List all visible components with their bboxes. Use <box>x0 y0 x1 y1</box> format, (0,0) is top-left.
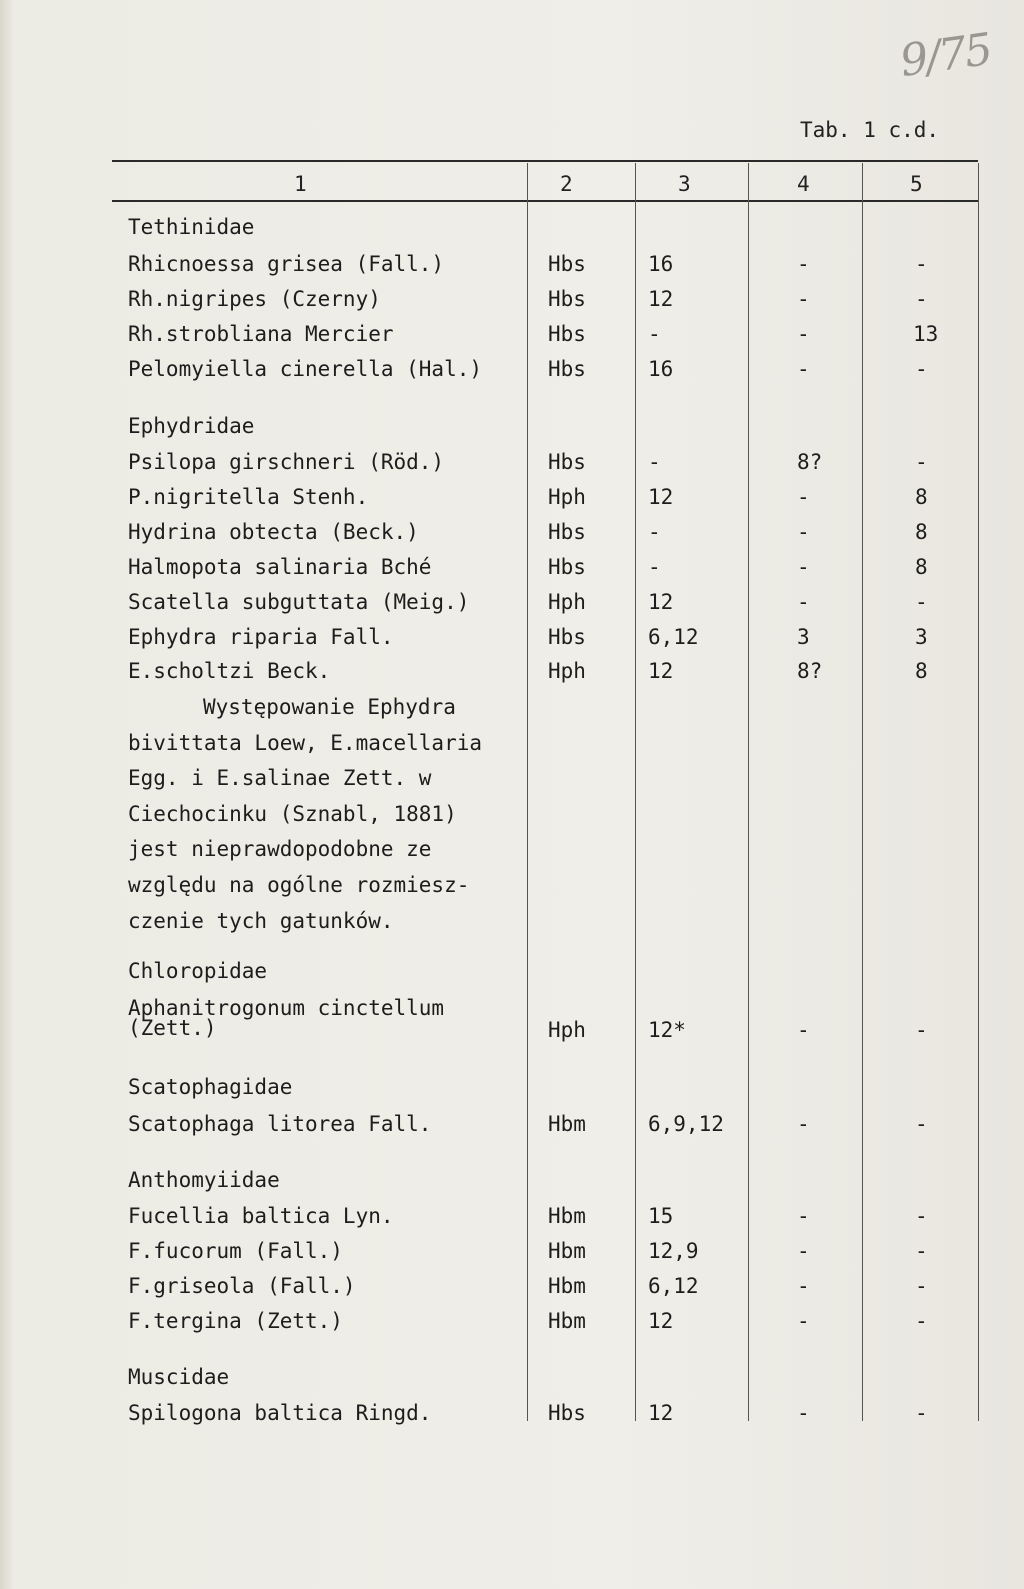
family-row: Muscidae <box>128 1365 230 1389</box>
footnote-paragraph <box>128 690 548 939</box>
note-line: Występowanie Ephydra <box>203 695 456 719</box>
table-reference: Tab. 1 c.d. <box>800 118 940 142</box>
column-header-4: 4 <box>797 172 810 196</box>
table-row: F.griseola (Fall.) Hbm 6,12 - - <box>128 1274 928 1298</box>
table-row: Rh.strobliana Mercier Hbs - - 13 <box>128 322 939 346</box>
handwritten-annotation: 9/75 <box>896 23 994 88</box>
column-header-1: 1 <box>294 172 307 196</box>
table-row: Pelomyiella cinerella (Hal.) Hbs 16 - - <box>128 357 928 381</box>
table-row: F.tergina (Zett.) Hbm 12 - - <box>128 1309 928 1333</box>
table-row: Scatophaga litorea Fall. Hbm 6,9,12 - - <box>128 1112 928 1136</box>
table-row: Rh.nigripes (Czerny) Hbs 12 - - <box>128 287 928 311</box>
family-row: Tethinidae <box>128 215 255 239</box>
column-header-3: 3 <box>678 172 691 196</box>
note-line: Egg. i E.salinae Zett. w <box>128 766 432 791</box>
table-row: Scatella subguttata (Meig.) Hph 12 - - <box>128 590 928 614</box>
table-row: F.fucorum (Fall.) Hbm 12,9 - - <box>128 1239 928 1263</box>
table-header-rule <box>112 200 978 202</box>
table-row: E.scholtzi Beck. Hph 12 8? 8 <box>128 659 928 683</box>
table-row: Spilogona baltica Ringd. Hbs 12 - - <box>128 1401 928 1425</box>
note-line: względu na ogólne rozmiesz- <box>128 872 470 897</box>
table-row: P.nigritella Stenh. Hph 12 - 8 <box>128 485 928 509</box>
column-header-2: 2 <box>560 172 573 196</box>
table-top-rule <box>112 160 978 162</box>
note-line: bivittata Loew, E.macellaria <box>128 730 483 755</box>
note-line: jest nieprawdopodobne ze <box>128 837 432 862</box>
table-row: Aphanitrogonum cinctellum (Zett.) Hph 12* - - <box>128 996 928 1042</box>
note-line: Ciechocinku (Sznabl, 1881) <box>128 801 457 826</box>
column-header-5: 5 <box>910 172 923 196</box>
table-row: Rhicnoessa grisea (Fall.) Hbs 16 - - <box>128 252 928 276</box>
family-row: Ephydridae <box>128 414 255 438</box>
family-row: Anthomyiidae <box>128 1168 280 1192</box>
table-row: Fucellia baltica Lyn. Hbm 15 - - <box>128 1204 928 1228</box>
family-row: Chloropidae <box>128 959 268 983</box>
table-row: Hydrina obtecta (Beck.) Hbs - - 8 <box>128 520 928 544</box>
family-row: Scatophagidae <box>128 1075 293 1099</box>
table-row: Ephydra riparia Fall. Hbs 6,12 3 3 <box>128 625 928 649</box>
table-row: Psilopa girschneri (Röd.) Hbs - 8? - <box>128 450 928 474</box>
table-row: Halmopota salinaria Bché Hbs - - 8 <box>128 555 928 579</box>
note-line: czenie tych gatunków. <box>128 908 394 933</box>
